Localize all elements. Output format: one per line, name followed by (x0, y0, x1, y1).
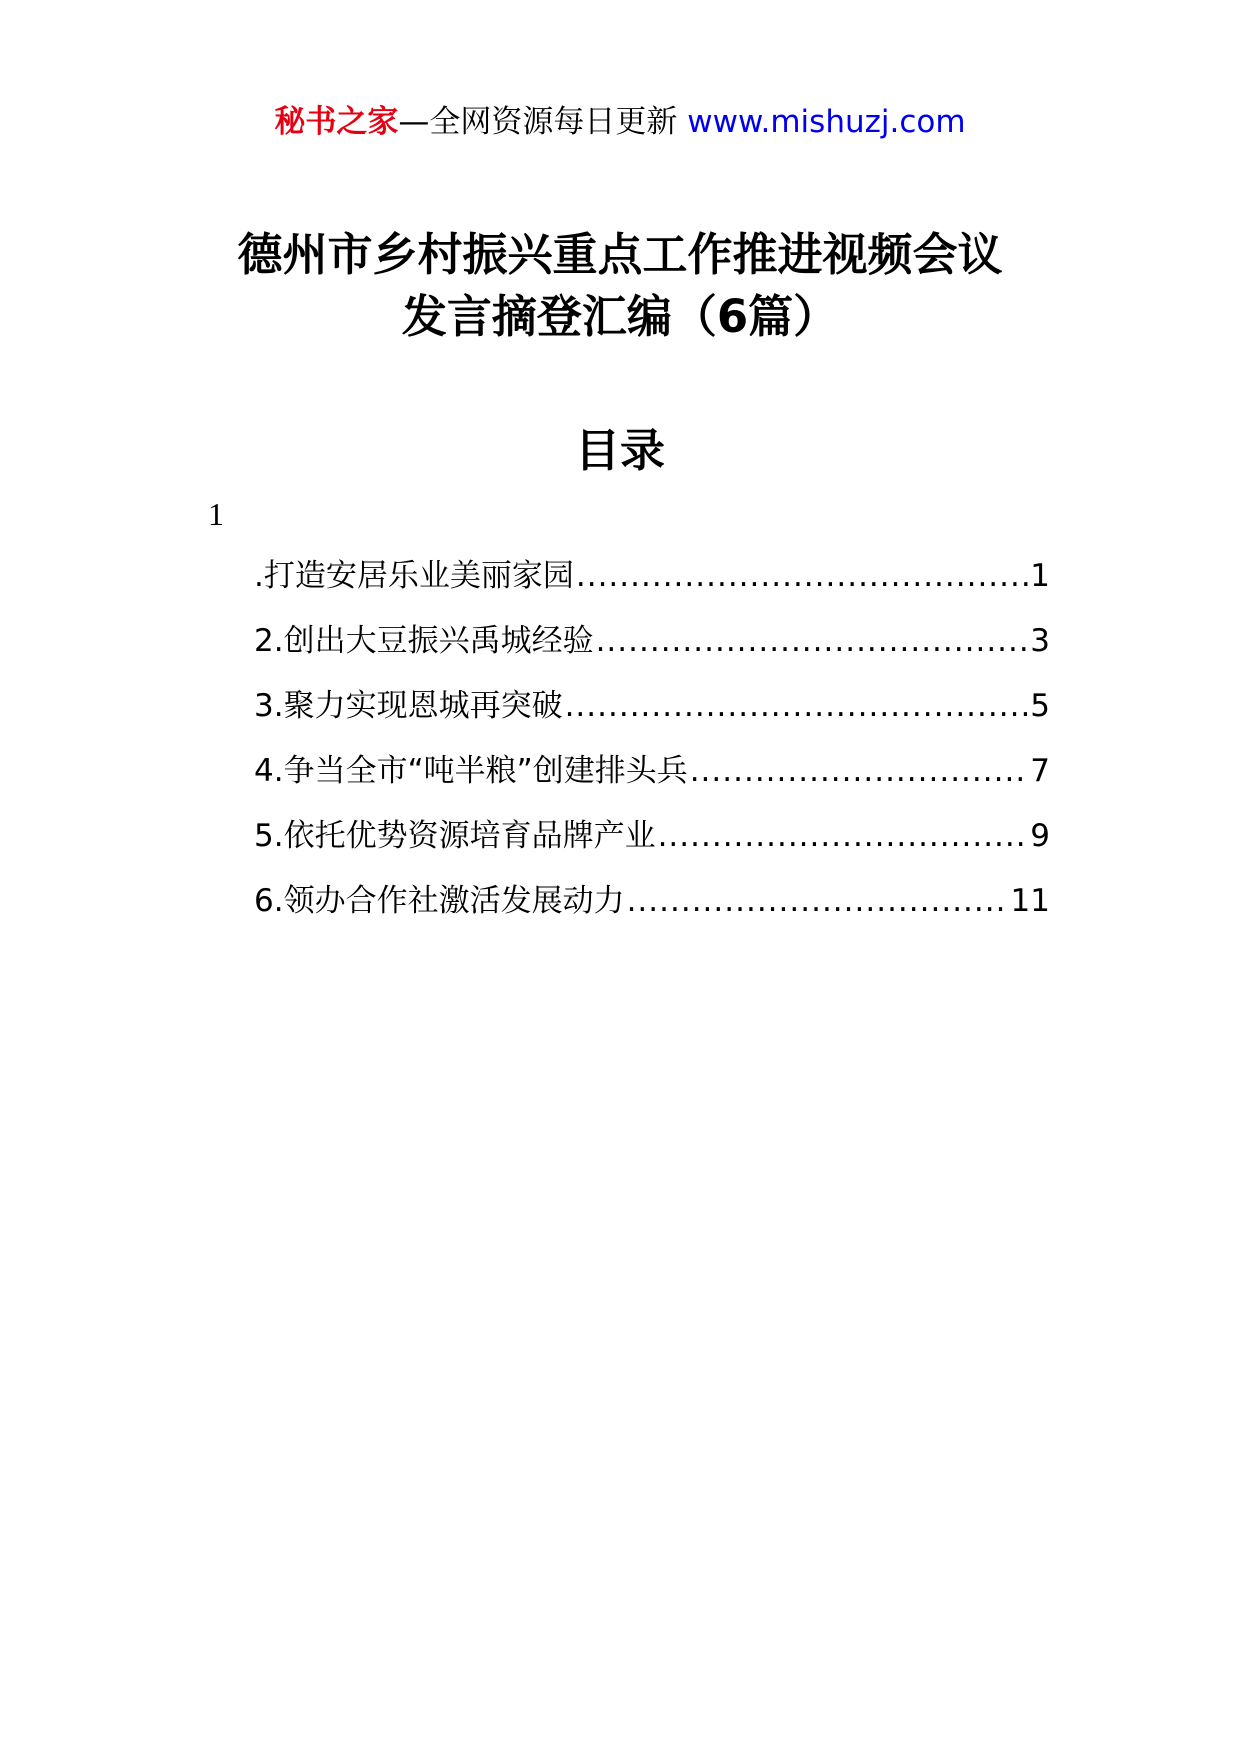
toc-entry-title: 3.聚力实现恩城再突破 (254, 688, 563, 724)
toc-leader-dots (658, 814, 1029, 858)
toc-entry-3[interactable] (254, 684, 1050, 749)
toc-lead-number: 1 (208, 496, 224, 532)
toc-entry-page: 1 (1030, 558, 1050, 594)
toc-entry-title: 2.创出大豆振兴禹城经验 (254, 623, 594, 659)
toc-leader-dots (627, 879, 1009, 923)
document-title-line-2: 发言摘登汇编（6篇） (401, 290, 839, 343)
toc-leader-dots (565, 684, 1029, 728)
toc-leader-dots (596, 619, 1029, 663)
brand-name: 秘书之家 (274, 104, 399, 140)
site-url-link[interactable]: www.mishuzj.com (687, 104, 966, 140)
toc-entry-page: 9 (1030, 818, 1050, 854)
toc-leader-dots (690, 749, 1029, 793)
toc-entry-6[interactable] (254, 879, 1050, 944)
table-of-contents (254, 554, 1050, 944)
toc-entry-page: 7 (1030, 753, 1050, 789)
toc-entry-5[interactable] (254, 814, 1050, 879)
toc-entry-4[interactable] (254, 749, 1050, 814)
toc-entry-1[interactable] (254, 554, 1050, 619)
toc-leader-dots (576, 554, 1028, 598)
site-header (0, 100, 1240, 144)
toc-entry-title: .打造安居乐业美丽家园 (254, 558, 574, 594)
toc-entry-page: 3 (1030, 623, 1050, 659)
toc-entry-2[interactable] (254, 619, 1050, 684)
toc-entry-title: 5.依托优势资源培育品牌产业 (254, 818, 656, 854)
document-title-line-1: 德州市乡村振兴重点工作推进视频会议 (237, 228, 1003, 281)
document-title (0, 224, 1240, 348)
toc-entry-title: 4.争当全市“吨半粮”创建排头兵 (254, 753, 688, 789)
toc-entry-title: 6.领办合作社激活发展动力 (254, 883, 625, 919)
toc-entry-page: 5 (1030, 688, 1050, 724)
toc-heading: 目录 (574, 424, 665, 477)
header-tagline: —全网资源每日更新 (398, 104, 678, 140)
toc-entry-page: 11 (1010, 883, 1050, 919)
